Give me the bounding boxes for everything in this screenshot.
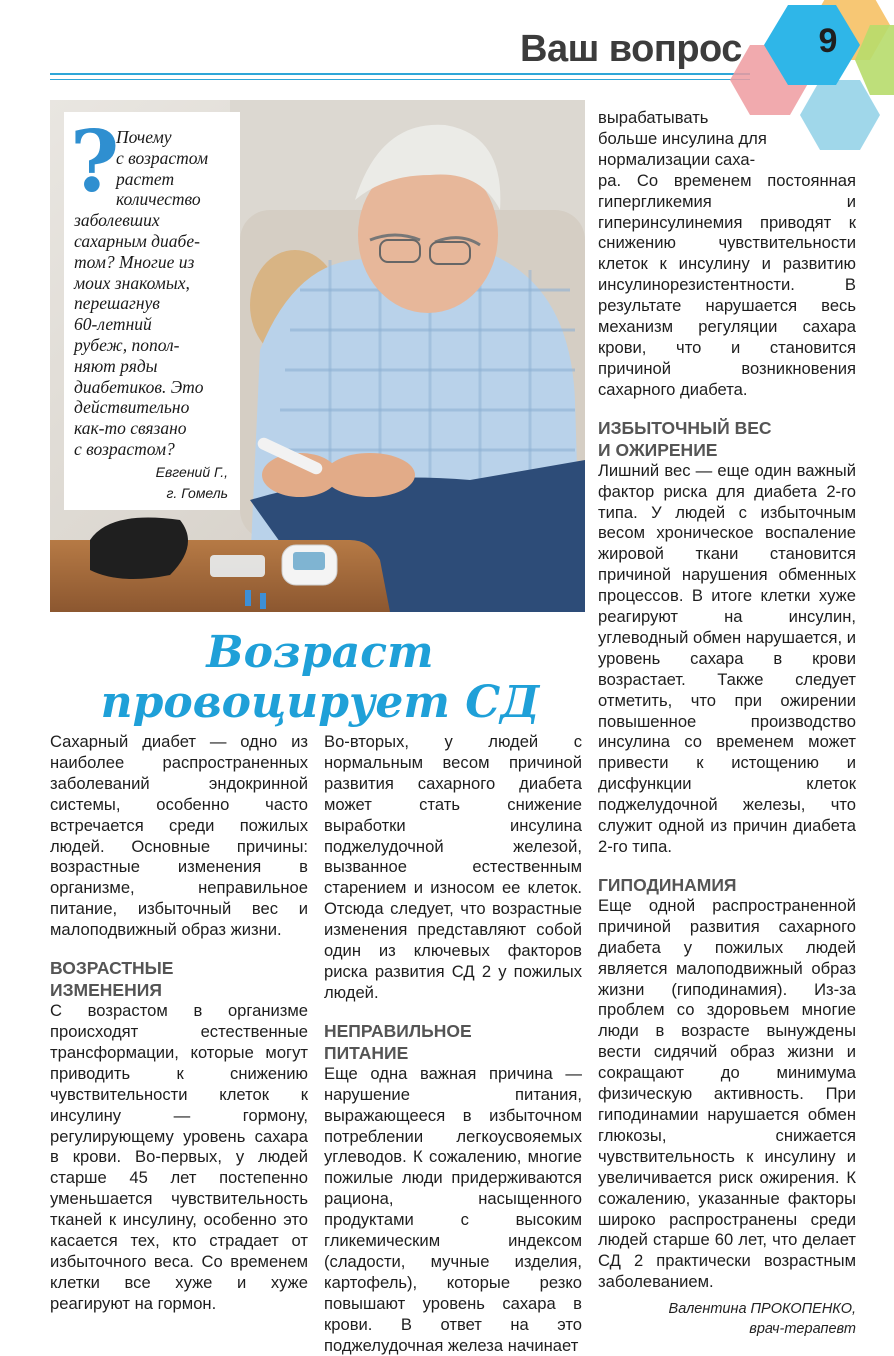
intro-paragraph: Сахарный диабет — одно из наиболее распространенных заболеваний эндокринной системы, особенно часто встречается среди пожилых людей. Основные причины: возрастные изменения в организме, неправильное питание, избыточный вес и малоподвижный образ жизни. — [50, 732, 308, 940]
section-heading: ГИПОДИНАМИЯ — [598, 874, 737, 895]
intro-line: вырабатывать — [598, 108, 709, 127]
intro-line: больше инсулина для — [598, 128, 767, 148]
article-column-2 — [324, 732, 582, 1356]
question-author — [110, 462, 228, 504]
section-paragraph: ра. Со временем постоянная гипергликемия и гиперинсулинемия приводят к снижению чувствительности клеток к инсулину и развитию инсулинорезистентности. В результате нарушается весь механизм регуляции сахара крови, что и становится причиной возникновения сахарного диабета. — [598, 170, 856, 399]
article-column-1 — [50, 732, 308, 1315]
page-number: 9 — [818, 22, 838, 60]
question-mark-icon: ? — [70, 112, 120, 211]
section-heading — [50, 957, 308, 1001]
signature-role: врач-терапевт — [749, 1321, 856, 1338]
section-paragraph: Лишний вес — еще один важный фактор риска для диабета 2-го типа. У людей с избыточным весом хроническое воспаление жировой ткани становится причиной нарушения обменных процессов. В итоге клетки хуже реагируют на инсулин, углеводный обмен нарушается, и уровень сахара в крови возрастает. Также следует отметить, что при ожирении повышенное производство инсулина со временем может привести к истощению и дисфункции клеток поджелудочной железы, что служит одной из причин диабета 2-го типа. — [598, 460, 856, 856]
section-paragraph: Еще одна важная причина — нарушение питания, выражающееся в избыточном потреблении легкоусвояемых углеводов. К сожалению, многие пожилые люди придерживаются рациона, насыщенного продуктами с высоким гликемическим индексом (сладости, мучные изделия, картофель), которые резко повышают уровень сахара в крови. В ответ на это поджелудочная железа начинает — [324, 1063, 582, 1355]
section-paragraph: С возрастом в организме происходят естественные трансформации, которые могут приводить к снижению чувствительности клеток к инсулину — гормону, регулирующему уровень сахара в крови. Во-первых, у людей старше 45 лет постепенно уменьшается чувствительность тканей к инсулину, особенно это касается тех, кто страдает от избыточного веса. Со временем клетки все хуже и хуже реагируют на гормон. — [50, 1001, 308, 1313]
question-line: действительно — [74, 397, 190, 418]
column-intro — [598, 108, 780, 171]
question-line: количество — [116, 189, 201, 210]
section-heading-line: И ОЖИРЕНИЕ — [598, 439, 718, 460]
question-line: растет — [116, 168, 175, 189]
headline-line: провоцирует СД — [100, 677, 540, 728]
question-line: няют ряды — [74, 355, 158, 376]
intro-line: нормализации сaха- — [598, 149, 756, 169]
question-line: Почему — [116, 127, 172, 147]
question-line: том? Многие из — [74, 251, 195, 272]
article-column-3 — [598, 108, 856, 1339]
question-line: 60-летний — [74, 314, 152, 335]
author-city: г. Гомель — [166, 485, 228, 501]
reader-question — [74, 127, 234, 460]
signature-name: Валентина ПРОКОПЕНКО, — [668, 1301, 856, 1318]
signature — [598, 1299, 856, 1339]
section-heading-line: ПИТАНИЕ — [324, 1042, 409, 1063]
question-line: как-то связано — [74, 418, 187, 439]
section-paragraph: Еще одной распространенной причиной развития сахарного диабета у пожилых людей является малоподвижный образ жизни (гиподинамия). Из-за проблем со здоровьем многие люди в возрасте вынуждены вести сидячий образ жизни и сокращают до минимума физическую активность. При гиподинамии нарушается обмен глюкозы, снижается чувствительность к инсулину и увеличивается риск ожирения. К сожалению, указанные факторы широко распространены среди людей старше 60 лет, что делает СД 2 практически возрастным заболеванием. — [598, 895, 856, 1292]
question-line: диабетиков. Это — [74, 376, 204, 397]
header-rule-thin — [50, 79, 750, 80]
question-line: моих знакомых, — [74, 272, 190, 293]
header-rule — [50, 73, 750, 75]
article-headline — [60, 628, 580, 728]
section-heading — [598, 417, 856, 461]
section-heading-line: ИЗМЕНЕНИЯ — [50, 980, 162, 1001]
question-line: рубеж, попол- — [74, 334, 180, 355]
question-line: с возрастом? — [74, 438, 175, 459]
question-line: перешагнув — [74, 293, 160, 314]
question-line: с возрастом — [116, 147, 209, 168]
author-name: Евгений Г., — [155, 464, 228, 480]
section-heading-line: ИЗБЫТОЧНЫЙ ВЕС — [598, 417, 772, 438]
section-heading-line: ВОЗРАСТНЫЕ — [50, 958, 174, 979]
section-title: Ваш вопрос — [520, 28, 742, 70]
headline-line: Возраст — [206, 627, 434, 678]
question-line: заболевших — [74, 210, 160, 231]
section-paragraph: Во-вторых, у людей с нормальным весом причиной развития сахарного диабета может стать снижение выработки инсулина поджелудочной железой, вызванное естественным старением и износом ее клеток. Отсюда следует, что возрастные изменения представляют собой один из ключевых факторов риска развития СД 2 у пожилых людей. — [324, 732, 582, 1002]
section-heading-line: НЕПРАВИЛЬНОЕ — [324, 1020, 472, 1041]
question-line: сахарным диабе- — [74, 230, 200, 251]
section-heading — [324, 1020, 582, 1064]
